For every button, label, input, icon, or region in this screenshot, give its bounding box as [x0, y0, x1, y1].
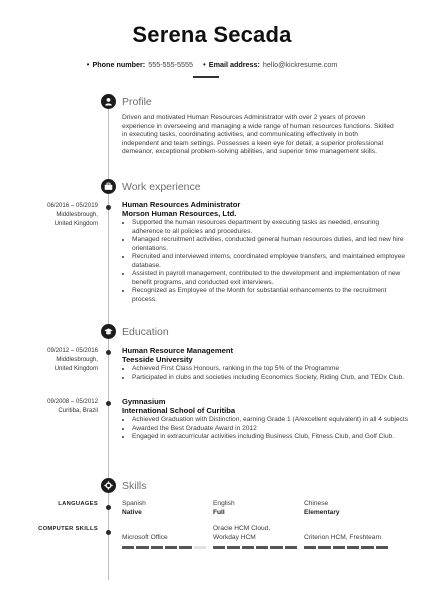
rating-segment	[122, 546, 134, 549]
work-meta	[20, 201, 98, 229]
language-item	[213, 500, 297, 517]
rating-segment	[270, 546, 282, 549]
education-meta	[20, 397, 98, 415]
rating-segment	[361, 546, 373, 549]
section-title-work: Work experience	[122, 181, 201, 193]
skill-rating-bar	[122, 546, 206, 549]
language-level: Elementary	[304, 508, 340, 516]
bullet-icon: •	[202, 60, 206, 69]
work-dates: 06/2016 – 05/2019	[47, 202, 98, 209]
timeline-dot	[106, 505, 111, 510]
education-city: Curitiba, Brazil	[58, 407, 98, 415]
skill-rating-bar	[213, 546, 297, 549]
computer-skill-name: Microsoft Office	[122, 534, 168, 541]
rating-segment	[213, 546, 225, 549]
rating-segment	[256, 546, 268, 549]
rating-segment	[194, 546, 206, 549]
timeline-dot	[106, 401, 111, 406]
rating-segment	[304, 546, 316, 549]
rating-segment	[151, 546, 163, 549]
work-organization: Morson Human Resources, Ltd.	[122, 209, 237, 218]
section-title-skills: Skills	[122, 480, 147, 492]
skill-rating-bar	[304, 546, 388, 549]
list-item: • Achieved Graduation with Distinction, earning Grade 1 (A/excellent equivalent) in all 4 subjects	[132, 416, 412, 425]
person-icon	[101, 94, 116, 109]
education-meta	[20, 346, 98, 374]
list-item: • Engaged in extracurricular activities including Business Club, Fitness Club, and Golf Club.	[132, 433, 412, 442]
candidate-name: Serena Secada	[132, 22, 292, 47]
timeline-dot	[106, 350, 111, 355]
rating-segment	[347, 546, 359, 549]
language-name: Chinese	[304, 500, 329, 507]
rating-segment	[333, 546, 345, 549]
list-item: • Achieved First Class Honours, ranking in the top 5% of the Programme	[132, 365, 412, 374]
list-item: • Managed recruitment activities, conducted general human resources duties, and led new hire orientations.	[132, 236, 412, 253]
email-value: hello@kickresume.com	[262, 60, 338, 69]
bullet-icon: •	[86, 60, 90, 69]
rating-segment	[318, 546, 330, 549]
timeline-dot	[106, 205, 111, 210]
profile-summary: Driven and motivated Human Resources Administrator with over 2 years of proven experience in overseeing and managing a wide range of human resources functions. Skilled in executing tasks, coordinating activities, and communicating effectively in both independent and team settings. Possesses a keen eye for detail, a superior professional demeanor, exceptional problem-solving abilities, and superior time management skills.	[122, 114, 394, 156]
list-item: • Recognized as Employee of the Month for substantial enhancements to the recruitment process.	[132, 287, 412, 304]
rating-segment	[136, 546, 148, 549]
education-school: International School of Curitiba	[122, 406, 236, 415]
list-item: • Supported the human resources department by executing tasks as needed, ensuring adherence to all policies and procedures.	[132, 219, 412, 236]
rating-segment	[242, 546, 254, 549]
list-item: • Assisted in payroll management, contributed to the development and implementation of new benefit programs, and conducted exit interviews.	[132, 270, 412, 287]
graduation-cap-icon	[101, 324, 116, 339]
language-name: English	[213, 500, 235, 507]
education-bullets	[122, 365, 412, 382]
education-country: United Kingdom	[54, 365, 98, 373]
briefcase-icon	[101, 179, 116, 194]
work-country: United Kingdom	[54, 220, 98, 228]
work-role: Human Resources Administrator	[122, 200, 241, 209]
education-degree: Gymnasium	[122, 397, 166, 406]
list-item: • Participated in clubs and societies including Economics Society, Riding Club, and TEDx Club.	[132, 374, 412, 383]
rating-segment	[165, 546, 177, 549]
computer-skills-label: COMPUTER SKILLS	[38, 526, 98, 532]
email-label: Email address:	[208, 60, 260, 69]
list-item: • Recruited and interviewed interns, coordinated employee transfers, and maintained employee database.	[132, 253, 412, 270]
rating-segment	[285, 546, 297, 549]
education-city: Middlesbrough,	[56, 356, 98, 364]
education-degree: Human Resource Management	[122, 346, 233, 355]
language-level: Full	[213, 508, 225, 516]
education-dates: 09/2012 – 05/2016	[47, 347, 98, 354]
phone-label: Phone number:	[92, 60, 146, 69]
section-title-education: Education	[122, 326, 169, 338]
list-item: • Awarded the Best Graduate Award in 2012	[132, 425, 412, 434]
language-level: Native	[122, 508, 142, 516]
timeline-dot	[106, 530, 111, 535]
computer-skill-name: Criterion HCM, Freshteam	[304, 534, 381, 541]
gear-icon	[101, 478, 116, 493]
phone-value: 555-555-5555	[148, 60, 193, 69]
language-name: Spanish	[122, 500, 146, 507]
rating-segment	[179, 546, 191, 549]
rating-segment	[227, 546, 239, 549]
education-school: Teesside University	[122, 355, 193, 364]
work-bullets	[122, 219, 412, 304]
work-city: Middlesbrough,	[56, 211, 98, 219]
language-item	[304, 500, 388, 517]
language-item	[122, 500, 206, 517]
education-dates: 09/2008 – 05/2012	[47, 398, 98, 405]
section-title-profile: Profile	[122, 96, 152, 108]
languages-label: LANGUAGES	[58, 501, 98, 507]
computer-skill-name: Oracle HCM Cloud, Workday HCM	[213, 525, 271, 541]
rating-segment	[376, 546, 388, 549]
contact-line	[0, 60, 424, 69]
education-bullets	[122, 416, 412, 442]
header-divider	[193, 76, 219, 78]
